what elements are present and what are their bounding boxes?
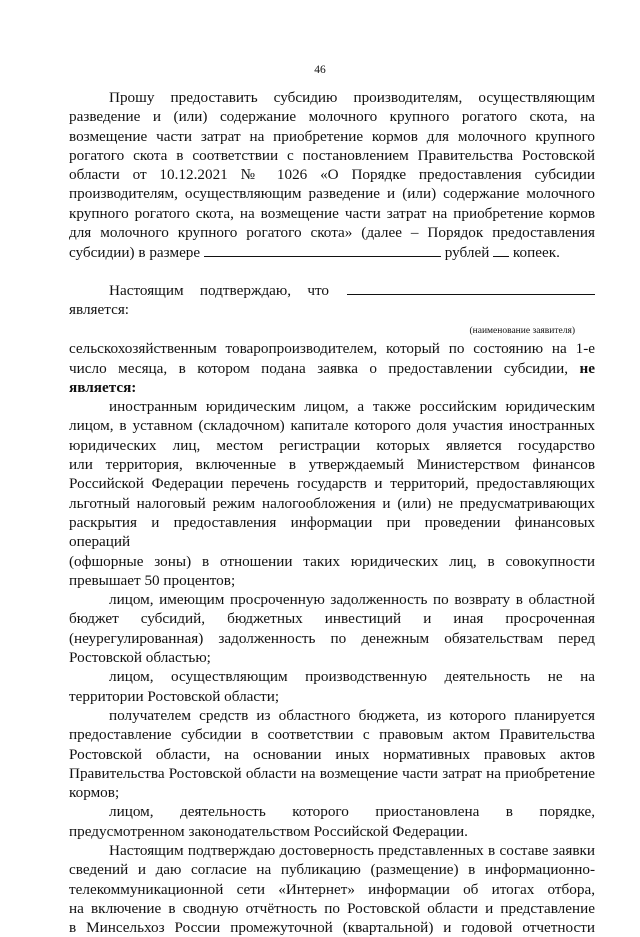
recipient-line: предоставление субсидии в соответствии с правовым актом Правительства — [69, 726, 595, 744]
offshore-line: льготный налоговый режим налогообложения и (или) не предусматривающих — [69, 494, 595, 512]
amount-line — [69, 242, 595, 262]
debt-line: бюджет субсидий, бюджетных инвестиций и иная просроченная — [69, 610, 595, 628]
request-line: крупного рогатого скота, на возмещение части затрат на приобретение кормов — [69, 204, 595, 222]
offshore-line: лицом, в уставном (складочном) капитале которого доля участия иностранных — [69, 417, 595, 435]
confirm-words — [109, 281, 329, 300]
rubles-label: рублей — [444, 244, 490, 262]
confirm-word: Настоящим — [109, 281, 184, 299]
offshore-line: (офшорные зоны) в отношении таких юридических лиц, в совокупности — [69, 552, 595, 570]
status-line — [69, 378, 595, 397]
confirm-word: подтверждаю, — [199, 281, 292, 299]
confirm-line — [69, 280, 595, 300]
recipient-line: Ростовской области, на основании иных нормативных правовых актов — [69, 745, 595, 763]
offshore-line: Российской Федерации перечень государств и территорий, предоставляющих — [69, 475, 595, 493]
debt-paragraph — [69, 590, 595, 667]
request-line: области от 10.12.2021 № 1026 «О Порядке предоставления субсидии — [69, 166, 595, 184]
suspended-paragraph — [69, 802, 595, 841]
debt-line: лицом, имеющим просроченную задолженность по возврату в областной — [109, 591, 595, 609]
offshore-line: юридических лиц, местом регистрации которых является государство — [69, 436, 595, 454]
document-body — [69, 88, 595, 937]
offshore-paragraph — [69, 397, 595, 590]
page-number: 46 — [314, 64, 326, 76]
consent-line: сведений и даю согласие на публикацию (размещение) в информационно- — [69, 861, 595, 879]
consent-line: телекоммуникационной сети «Интернет» информации об итогах отбора, — [69, 880, 595, 898]
offshore-line: превышает 50 процентов; — [69, 571, 236, 589]
activity-line: лицом, осуществляющим производственную деятельность не на — [109, 668, 595, 686]
applicant-caption: (наименование заявителя) — [469, 326, 575, 337]
request-line: производителям, осуществляющим разведение и (или) содержание молочного — [69, 185, 595, 203]
confirm-is: является: — [69, 300, 130, 318]
request-line: разведение и (или) содержание молочного крупного рогатого скота, на — [69, 108, 595, 126]
consent-line: на включение в сводную отчётность по Ростовской области и представление — [69, 899, 595, 917]
request-line: возмещение части затрат на приобретение кормов для молочного крупного — [69, 127, 595, 145]
status-line — [69, 359, 595, 378]
confirm-word: что — [307, 281, 329, 299]
amount-kopecks-field[interactable] — [493, 242, 509, 257]
request-line: для молочного крупного рогатого скота» (далее – Порядок предоставления — [69, 224, 595, 242]
request-paragraph — [69, 88, 595, 263]
offshore-line: или территория, включенные в утверждаемый Министерством финансов — [69, 456, 595, 474]
amount-rubles-field[interactable] — [204, 242, 441, 257]
consent-line: Настоящим подтверждаю достоверность представленных в составе заявки — [109, 841, 595, 859]
consent-paragraph — [69, 841, 595, 937]
consent-line: в Минсельхоз России промежуточной (квартальной) и годовой отчетности — [69, 919, 595, 937]
amount-prefix: субсидии) в размере — [69, 244, 201, 262]
status-text: число месяца, в котором подана заявка о предоставлении субсидии, — [69, 359, 569, 377]
status-bold-text: является: — [69, 378, 137, 396]
recipient-line: кормов; — [69, 784, 120, 802]
status-line: сельскохозяйственным товаропроизводителем, который по состоянию на 1-е — [69, 340, 595, 358]
offshore-line: иностранным юридическим лицом, а также российским юридическим — [109, 398, 595, 416]
offshore-line: раскрытия и предоставления информации при проведении финансовых операций — [69, 513, 595, 551]
request-line: рогатого скота в соответствии с постановлением Правительства Ростовской — [69, 146, 595, 164]
activity-line: территории Ростовской области; — [69, 687, 280, 705]
status-bold-text: не — [579, 359, 596, 377]
activity-paragraph — [69, 667, 595, 706]
status-paragraph — [69, 339, 595, 397]
recipient-line: получателем средств из областного бюджета, из которого планируется — [109, 706, 595, 724]
suspended-line: лицом, деятельность которого приостановлена в порядке, — [109, 803, 595, 821]
recipient-line: Правительства Ростовской области на возмещение части затрат на приобретение — [69, 764, 595, 782]
kopecks-label: копеек. — [512, 244, 560, 262]
applicant-name-field[interactable] — [347, 280, 595, 295]
debt-line: (неурегулированная) задолженность по денежным обязательствам перед — [69, 629, 595, 647]
request-line: Прошу предоставить субсидию производителям, осуществляющим — [109, 89, 595, 106]
suspended-line: предусмотренном законодательством Российской Федерации. — [69, 822, 468, 840]
recipient-paragraph — [69, 706, 595, 802]
debt-line: Ростовской областью; — [69, 649, 211, 667]
